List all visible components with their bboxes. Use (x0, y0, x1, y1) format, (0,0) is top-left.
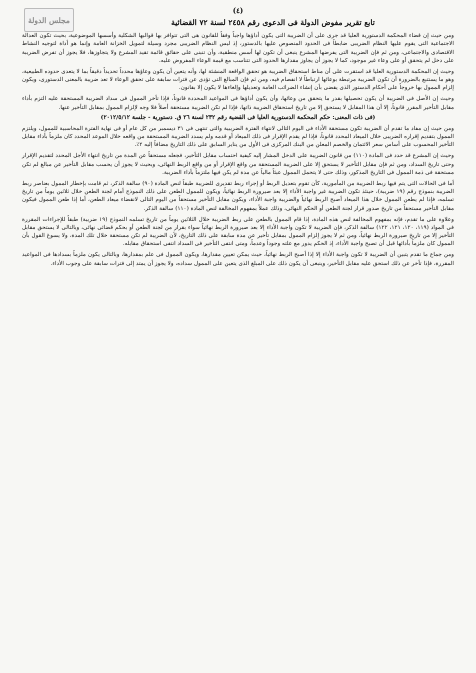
paragraph: وحيث إن المحكمة الدستورية العليا قد استقرت على أن مناط استحقاق الضريبة هو تحقق الواقعة المنشئة لها، وأنه يتعين أن يكون وعاؤها محدداً تحديداً دقيقاً بما لا يتعدى حدوده الطبيعية، وهو ما يستتبع بالضرورة أن تكون الضريبة مرتبطة بوعائها ارتباطاً لا انفصام فيه، ومن ثم فإن المبالغ التى تؤدى عن فترات سابقة على تحقق الوعاء لا تعد ضريبة بالمعنى الدستورى، ويكون إلزام الممول بها خروجاً على أحكام الدستور الذى يقضى بأن إنشاء الضرائب العامة وتعديلها وإلغاءها لا يكون إلا بقانون. (22, 68, 454, 92)
paragraph: ومن جماع ما تقدم يتبين أن الضريبة لا تكون واجبة الأداء إلا إذا أصبح الربط نهائياً، حيث يمكن تعيين مقدارها، ويكون الممول فى علم بمقدارها، وبالتالى يكون ملزماً بسدادها فى المواعيد المقررة، فإذا تأخر عن ذلك استحق عليه مقابل التأخير، وينبغى أن يكون ذلك على المبلغ الذى يتعين على الممول سداده، ولا يجوز أن يمتد إلى فترات سابقة على وجوب الأداء. (22, 252, 454, 267)
report-body (22, 32, 454, 268)
report-header-title: تابع تقرير مفوض الدولة فى الدعوى رقم ٢٤٥٨ لسنة ٧٢ القضائية (171, 18, 375, 27)
state-council-logo: مجلس الدولة (24, 8, 74, 32)
paragraph: ومن حيث إن مفاد ما تقدم أن الضريبة تكون مستحقة الأداء فى اليوم التالى لانتهاء الفترة الضريبية والتى تنتهى فى ٣١ ديسمبر من كل عام أو فى نهاية الفترة المحاسبية للممول، ويلتزم الممول بتقديم إقراره الضريبى خلال الميعاد المحدد قانوناً، فإذا لم يقدم الإقرار فى ذلك الميعاد أو قدمه ولم يسدد الضريبة المستحقة من واقعه خلال الموعد المحدد كان ملزماً بأداء مقابل التأخير المحسوب على أساس سعر الائتمان والخصم المعلن من البنك المركزى فى الأول من يناير السابق على ذلك التاريخ مضافاً إليه ٢٪. (22, 125, 454, 149)
paragraph: وحيث إن المشرع قد حدد فى المادة (١١٠) من قانون الضريبة على الدخل المشار إليه كيفية احتساب مقابل التأخير، فجعله مستحقاً عن المدة من تاريخ انتهاء الأجل المحدد لتقديم الإقرار وحتى تاريخ السداد، ومن ثم فإن مقابل التأخير لا يستحق إلا على الضريبة المستحقة من واقع الإقرار أو من واقع الربط النهائى، وبحيث لا يجوز أن يحسب مقابل التأخير عن مبالغ لم تكن مستحقة فى ذمة الممول فى التاريخ المذكور، وذلك حتى لا يتحمل الممول عبئاً مالياً عن مدة لم يكن فيها ملتزماً بأداء الضريبة. (22, 153, 454, 176)
paragraph: وحيث إن الأصل فى الضريبة أن يكون تحصيلها بقدر ما يتحقق من وعائها، وأن يكون أداؤها فى المواعيد المحددة قانوناً، فإذا تأخر الممول فى سداد الضريبة المستحقة عليه التزم بأداء مقابل التأخير المقرر قانوناً، إلا أن هذا المقابل لا يستحق إلا من تاريخ استحقاق الضريبة ذاتها، فإذا لم تكن الضريبة مستحقة أصلاً فلا وجه لإلزام الممول بمقابل التأخير عنها. (22, 96, 454, 111)
ruling-citation: (فى ذات المعنى: حكم المحكمة الدستورية العليا فى القضية رقم ٢٣٢ لسنة ٢٦ ق. دستورية - جلسة ٢٠١٢/٥/١٢) (100, 114, 376, 122)
paragraph: أما فى الحالات التى يتم فيها ربط الضريبة من المأمورية، كأن تقوم بتعديل الربط أو إجراء ربط تقديرى للضريبة طبقاً لنص المادة (٩٠) سالفة الذكر، ثم قامت بإخطار الممول بعناصر ربط الضريبة بنموذج رقم (١٩ ضريبة)، حينئذ تكون الضريبة غير واجبة الأداء إلا بعد صيرورة الربط نهائياً، ويكون للممول الطعن على ذلك النموذج أمام لجنة الطعن خلال ثلاثين يوماً من تاريخ تسلمه، فإذا لم يطعن الممول خلال هذا الميعاد أصبح الربط نهائياً والضريبة واجبة الأداء، ويكون مقابل التأخير مستحقاً من اليوم التالى لانقضاء ميعاد الطعن، أما إذا طعن الممول فيكون مقابل التأخير مستحقاً من تاريخ صدور قرار لجنة الطعن أو الحكم النهائى، وذلك عملاً بمفهوم المخالفة لنص المادة (١١٠) سالفة الذكر. (22, 180, 454, 212)
paragraph: وعلاوة على ما تقدم، فإنه بمفهوم المخالفة لنص هذه المادة، إذا قام الممول بالطعن على ربط الضريبة خلال الثلاثين يوماً من تاريخ تسلمه النموذج (١٩ ضريبة) طبقاً للإجراءات المقررة فى المواد (١١٩، ١٢٠، ١٢١، ١٢٢) سالفة الذكر، فإن الضريبة لا تكون واجبة الأداء إلا بعد صيرورة الربط نهائياً سواء بقرار من لجنة الطعن أو بحكم قضائى نهائى، وبالتالى لا يستحق مقابل التأخير إلا من تاريخ صيرورة الربط نهائياً، ومن ثم لا يجوز إلزام الممول بمقابل تأخير عن مدة سابقة على ذلك التاريخ، لأن الضريبة لم تكن مستحقة خلال تلك المدة، ولا يسوغ القول بأن الممول كان ملزماً بأدائها قبل أن تصبح واجبة الأداء، إذ الحكم يدور مع علته وجوداً وعدماً، ومتى انتفى التأخير فى السداد انتفى استحقاق مقابله. (22, 216, 454, 248)
page-number: (٤) (232, 6, 244, 15)
paragraph: ومن حيث إن قضاء المحكمة الدستورية العليا قد جرى على أن الضريبة التى يكون أداؤها واجباً وفقاً للقانون هى التى تتوافر بها قوالبها الشكلية وأسسها الموضوعية، بحيث تكون العدالة الاجتماعية التى يقوم عليها النظام الضريبى ضابطاً فى الحدود المنصوص عليها بالدستور، إذ ليس النظام الضريبى مجرد وسيلة لتمويل الخزانة العامة وإنما هو أداة لتوجيه النشاط الاقتصادى والاجتماعى، ومن ثم فإن الضريبة التى يفرضها المشرع ينبغى أن تكون لها أسس منطقية، وأن تنبنى على حقائق قائمة تقيد المشرع ولا يتجاوزها، فلا يجوز أن تفرض الضريبة على دخل لم يتحقق أو على وعاء غير موجود، كما لا يجوز أن يجاوز مقدارها الحدود التى تتناسب مع قيمة الوعاء المفروض عليه. (22, 33, 454, 64)
page-header (22, 6, 454, 32)
